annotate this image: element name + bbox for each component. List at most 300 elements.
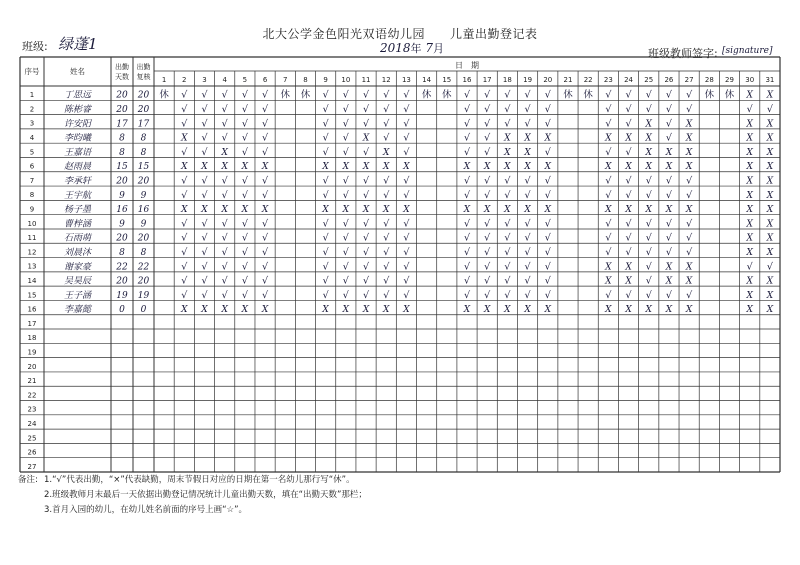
attendance-mark-present: √ [524,232,531,244]
attendance-mark-present: √ [605,289,612,301]
attendance-mark-present: √ [241,218,248,230]
attendance-verify: 9 [140,190,147,201]
attendance-mark-present: √ [625,104,632,116]
child-name: 吴昊辰 [63,276,92,287]
row-number: 1 [29,91,35,100]
attendance-mark-absent: X [766,233,774,244]
day-number: 7 [283,76,288,84]
attendance-mark-present: √ [544,232,551,244]
attendance-mark-absent: X [685,276,693,287]
attendance-mark-absent: X [403,162,410,173]
attendance-mark-present: √ [383,261,390,273]
notes [18,476,367,521]
attendance-mark-present: √ [342,275,349,287]
notes-label: 备注: [18,475,38,485]
attendance-mark-present: √ [605,104,612,116]
attendance-mark-absent: X [463,205,471,216]
attendance-mark-holiday: 休 [300,89,311,101]
attendance-mark-present: √ [524,118,531,130]
attendance-mark-present: √ [221,89,228,101]
attendance-days: 9 [119,190,125,201]
attendance-mark-present: √ [262,232,269,244]
attendance-mark-absent: X [544,162,551,173]
attendance-mark-absent: X [342,205,350,216]
day-number: 16 [462,76,472,84]
attendance-mark-absent: X [322,205,329,216]
attendance-mark-present: √ [463,189,471,201]
attendance-mark-present: √ [363,118,370,130]
attendance-mark-present: √ [221,246,228,258]
attendance-mark-absent: X [625,205,632,216]
attendance-mark-present: √ [221,118,228,130]
attendance-verify: 15 [137,162,150,173]
attendance-mark-present: √ [463,261,471,273]
attendance-mark-holiday: 休 [421,89,432,101]
attendance-mark-present: √ [484,218,491,230]
attendance-mark-present: √ [363,261,370,273]
attendance-mark-present: √ [342,89,349,101]
attendance-mark-absent: X [383,162,390,173]
row-number: 10 [27,219,37,228]
attendance-mark-present: √ [241,175,248,187]
attendance-mark-present: √ [746,104,753,116]
attendance-mark-absent: X [665,162,673,173]
attendance-mark-absent: X [645,305,652,316]
child-name: 丁思远 [63,90,92,101]
attendance-mark-absent: X [524,162,531,173]
attendance-mark-absent: X [221,305,228,316]
attendance-mark-present: √ [322,246,329,258]
attendance-mark-present: √ [241,89,248,101]
attendance-days: 17 [116,119,128,130]
row-number: 7 [29,176,35,185]
child-name: 李承轩 [63,176,92,187]
attendance-mark-present: √ [645,189,652,201]
attendance-mark-present: √ [504,118,511,130]
attendance-mark-present: √ [342,289,349,301]
attendance-mark-absent: X [261,305,269,316]
attendance-mark-present: √ [383,246,390,258]
attendance-mark-absent: X [403,205,410,216]
row-number: 8 [29,191,35,200]
attendance-mark-present: √ [241,275,248,287]
attendance-mark-absent: X [181,162,188,173]
attendance-mark-present: √ [463,246,471,258]
attendance-mark-absent: X [544,205,551,216]
attendance-mark-present: √ [504,261,511,273]
attendance-mark-present: √ [201,89,208,101]
child-name: 石雨萌 [63,233,92,244]
attendance-mark-present: √ [181,118,188,130]
month-value: 7 [425,41,434,55]
attendance-mark-present: √ [403,118,410,130]
attendance-mark-present: √ [181,89,188,101]
attendance-mark-absent: X [645,205,652,216]
attendance-mark-present: √ [201,118,208,130]
attendance-mark-present: √ [484,289,491,301]
child-name: 王嘉语 [63,147,92,158]
attendance-mark-present: √ [403,89,410,101]
attendance-mark-present: √ [463,104,471,116]
day-number: 17 [482,76,492,84]
attendance-mark-absent: X [685,133,693,144]
attendance-mark-absent: X [342,162,350,173]
attendance-mark-present: √ [201,175,208,187]
class-name: 绿蓬1 [58,35,98,53]
attendance-mark-absent: X [766,219,774,230]
attendance-mark-present: √ [262,146,269,158]
attendance-mark-present: √ [625,146,632,158]
attendance-mark-absent: X [483,205,491,216]
row-number: 2 [29,105,35,114]
attendance-mark-absent: X [383,305,390,316]
attendance-mark-absent: X [605,262,612,273]
attendance-mark-present: √ [645,246,652,258]
attendance-mark-present: √ [181,189,188,201]
attendance-mark-present: √ [463,175,471,187]
attendance-mark-present: √ [665,118,672,130]
attendance-days: 16 [116,205,128,216]
attendance-mark-present: √ [363,104,370,116]
attendance-mark-present: √ [241,132,248,144]
attendance-mark-present: √ [504,189,511,201]
attendance-mark-present: √ [363,232,370,244]
attendance-mark-present: √ [241,232,248,244]
attendance-mark-present: √ [544,104,551,116]
child-name: 赵雨晨 [63,162,92,173]
attendance-mark-present: √ [625,246,632,258]
attendance-mark-holiday: 休 [583,89,593,101]
attendance-mark-present: √ [463,132,471,144]
attendance-verify: 8 [140,247,147,258]
attendance-mark-present: √ [645,289,652,301]
attendance-mark-present: √ [605,89,612,101]
attendance-mark-present: √ [504,175,511,187]
attendance-mark-present: √ [544,289,551,301]
attendance-mark-present: √ [342,118,349,130]
row-number: 26 [27,448,37,457]
attendance-mark-present: √ [383,89,390,101]
day-number: 3 [202,76,207,84]
attendance-mark-present: √ [322,289,329,301]
attendance-days: 8 [119,147,125,158]
attendance-verify: 20 [137,90,150,101]
attendance-mark-present: √ [544,246,551,258]
attendance-mark-present: √ [403,189,410,201]
day-number: 28 [704,76,714,84]
day-number: 1 [161,76,167,84]
attendance-mark-absent: X [685,162,693,173]
day-number: 30 [745,76,755,84]
attendance-mark-present: √ [665,132,672,144]
attendance-mark-holiday: 休 [724,89,735,101]
child-name: 李嘉懿 [63,305,92,316]
attendance-mark-present: √ [403,146,410,158]
attendance-mark-present: √ [262,189,269,201]
note-1: 1.“√”代表出勤，“×”代表缺勤，周末节假日对应的日期在第一名幼儿那行写“休”。 [44,475,355,485]
attendance-mark-present: √ [403,132,410,144]
day-number: 23 [603,76,613,84]
attendance-days: 8 [119,247,125,258]
attendance-mark-absent: X [201,305,208,316]
day-number: 27 [684,76,694,84]
row-number: 12 [27,248,37,257]
day-number: 13 [401,76,411,84]
attendance-mark-present: √ [605,118,612,130]
attendance-verify: 0 [140,305,147,316]
attendance-mark-present: √ [645,232,652,244]
attendance-mark-present: √ [645,261,652,273]
attendance-mark-present: √ [605,218,612,230]
attendance-mark-present: √ [241,146,248,158]
attendance-mark-absent: X [383,205,390,216]
attendance-mark-present: √ [544,146,551,158]
attendance-mark-present: √ [363,218,370,230]
attendance-mark-present: √ [241,289,248,301]
attendance-mark-present: √ [262,118,269,130]
day-number: 8 [303,76,308,84]
attendance-mark-absent: X [625,305,632,316]
attendance-mark-present: √ [403,246,410,258]
attendance-days: 9 [119,219,125,230]
attendance-mark-absent: X [766,290,774,301]
attendance-days: 22 [116,262,128,273]
attendance-mark-present: √ [665,218,672,230]
col-header-days: 出勤 [115,63,129,71]
attendance-mark-present: √ [181,289,188,301]
attendance-mark-present: √ [262,175,269,187]
day-number: 25 [644,76,654,84]
attendance-mark-present: √ [463,289,471,301]
attendance-mark-absent: X [746,176,753,187]
day-number: 10 [341,76,351,84]
attendance-mark-present: √ [201,289,208,301]
attendance-mark-present: √ [544,118,551,130]
attendance-mark-absent: X [524,305,531,316]
child-name: 王子涵 [63,290,92,301]
attendance-mark-absent: X [766,90,774,101]
attendance-mark-absent: X [544,305,551,316]
day-number: 11 [361,76,371,84]
attendance-mark-present: √ [544,218,551,230]
attendance-days: 20 [116,233,128,244]
attendance-mark-absent: X [403,305,410,316]
attendance-mark-present: √ [665,175,672,187]
day-number: 4 [222,76,227,84]
attendance-mark-present: √ [766,261,773,273]
row-number: 27 [27,462,37,471]
attendance-mark-absent: X [766,305,774,316]
attendance-mark-absent: X [504,133,511,144]
attendance-mark-absent: X [766,119,774,130]
attendance-mark-absent: X [605,276,612,287]
attendance-mark-present: √ [241,104,248,116]
attendance-mark-present: √ [241,261,248,273]
attendance-mark-present: √ [686,218,693,230]
attendance-mark-present: √ [181,175,188,187]
attendance-mark-present: √ [625,118,632,130]
row-number: 16 [27,305,37,314]
attendance-mark-present: √ [201,232,208,244]
attendance-mark-absent: X [605,205,612,216]
attendance-verify: 20 [137,105,150,116]
attendance-mark-present: √ [221,104,228,116]
attendance-mark-present: √ [403,218,410,230]
attendance-mark-absent: X [524,147,531,158]
attendance-mark-absent: X [625,133,632,144]
attendance-mark-holiday: 休 [563,89,573,101]
attendance-mark-absent: X [383,147,390,158]
attendance-mark-absent: X [645,119,652,130]
attendance-mark-holiday: 休 [159,89,169,101]
attendance-mark-present: √ [544,175,551,187]
attendance-verify: 17 [137,119,150,130]
attendance-mark-present: √ [201,189,208,201]
attendance-mark-present: √ [363,275,370,287]
attendance-mark-present: √ [383,118,390,130]
row-number: 20 [27,362,37,371]
attendance-mark-present: √ [625,189,632,201]
attendance-mark-present: √ [363,246,370,258]
attendance-mark-absent: X [746,276,753,287]
attendance-mark-present: √ [524,218,531,230]
attendance-mark-present: √ [403,261,410,273]
attendance-verify: 8 [140,133,147,144]
attendance-mark-present: √ [262,275,269,287]
attendance-mark-present: √ [484,132,491,144]
attendance-mark-absent: X [221,205,228,216]
attendance-mark-present: √ [504,104,511,116]
attendance-mark-present: √ [524,246,531,258]
row-number: 19 [27,348,37,357]
attendance-mark-absent: X [625,262,632,273]
attendance-mark-present: √ [625,175,632,187]
attendance-mark-present: √ [342,146,349,158]
attendance-mark-present: √ [322,189,329,201]
attendance-mark-present: √ [221,132,228,144]
attendance-mark-present: √ [403,104,410,116]
attendance-verify: 20 [137,276,150,287]
attendance-mark-present: √ [484,261,491,273]
attendance-mark-present: √ [524,261,531,273]
note-2: 2.班级教师月末最后一天依据出勤登记情况统计儿童出勤天数，填在“出勤天数”那栏； [44,490,367,500]
attendance-mark-absent: X [362,162,370,173]
attendance-mark-absent: X [746,305,753,316]
attendance-mark-absent: X [746,119,753,130]
attendance-mark-present: √ [221,232,228,244]
col-header-verify: 复核 [136,73,151,81]
attendance-mark-present: √ [665,104,672,116]
attendance-mark-holiday: 休 [280,89,291,101]
attendance-mark-present: √ [181,232,188,244]
attendance-mark-present: √ [363,146,370,158]
attendance-mark-present: √ [463,146,471,158]
attendance-verify: 9 [140,219,147,230]
attendance-mark-present: √ [544,275,551,287]
attendance-mark-absent: X [685,262,693,273]
attendance-mark-present: √ [342,218,349,230]
teacher-signature-label: 班级教师签字: [648,47,718,60]
attendance-mark-present: √ [484,189,491,201]
attendance-mark-present: √ [241,246,248,258]
day-number: 31 [765,76,775,84]
day-number: 22 [583,76,593,84]
attendance-mark-absent: X [605,162,612,173]
attendance-mark-present: √ [484,89,491,101]
child-name: 谢家豪 [63,262,92,273]
col-header-date: 日 期 [455,61,479,70]
attendance-mark-present: √ [645,275,652,287]
attendance-mark-present: √ [322,146,329,158]
attendance-mark-absent: X [685,305,693,316]
attendance-mark-present: √ [463,232,471,244]
child-name: 李昀曦 [63,133,92,144]
attendance-mark-absent: X [544,133,551,144]
attendance-mark-present: √ [403,175,410,187]
attendance-mark-present: √ [383,189,390,201]
attendance-mark-absent: X [524,205,531,216]
attendance-mark-absent: X [766,147,774,158]
attendance-mark-present: √ [605,146,612,158]
attendance-mark-present: √ [221,175,228,187]
attendance-mark-absent: X [241,205,249,216]
day-number: 20 [543,76,553,84]
attendance-mark-present: √ [181,246,188,258]
attendance-mark-present: √ [322,89,329,101]
attendance-mark-present: √ [241,189,248,201]
attendance-mark-absent: X [746,90,753,101]
attendance-mark-absent: X [605,305,612,316]
day-number: 21 [563,76,573,84]
day-number: 19 [523,76,533,84]
attendance-mark-present: √ [322,132,329,144]
attendance-verify: 20 [137,233,150,244]
attendance-mark-present: √ [322,118,329,130]
attendance-mark-present: √ [221,261,228,273]
note-3: 3.首月入园的幼儿，在幼儿姓名前面的序号上画“☆”。 [44,505,248,515]
teacher-signature: [signature] [722,46,773,56]
attendance-mark-present: √ [383,232,390,244]
attendance-days: 8 [119,133,125,144]
attendance-mark-present: √ [504,218,511,230]
attendance-mark-present: √ [665,289,672,301]
attendance-mark-present: √ [686,232,693,244]
attendance-mark-present: √ [403,289,410,301]
attendance-mark-present: √ [645,104,652,116]
attendance-mark-present: √ [524,275,531,287]
attendance-mark-absent: X [665,276,673,287]
day-number: 2 [182,76,187,84]
attendance-mark-present: √ [504,246,511,258]
attendance-mark-absent: X [625,162,632,173]
attendance-mark-present: √ [665,189,672,201]
attendance-mark-absent: X [766,133,774,144]
attendance-mark-present: √ [463,89,471,101]
attendance-mark-present: √ [484,275,491,287]
day-number: 5 [242,76,248,84]
attendance-mark-present: √ [221,275,228,287]
attendance-mark-present: √ [201,104,208,116]
day-number: 29 [725,76,734,84]
attendance-mark-present: √ [363,289,370,301]
attendance-mark-absent: X [483,162,491,173]
attendance-mark-present: √ [201,261,208,273]
attendance-mark-present: √ [342,104,349,116]
row-number: 3 [29,119,35,128]
row-number: 11 [27,234,37,243]
attendance-verify: 19 [137,290,150,301]
row-number: 9 [29,205,35,214]
